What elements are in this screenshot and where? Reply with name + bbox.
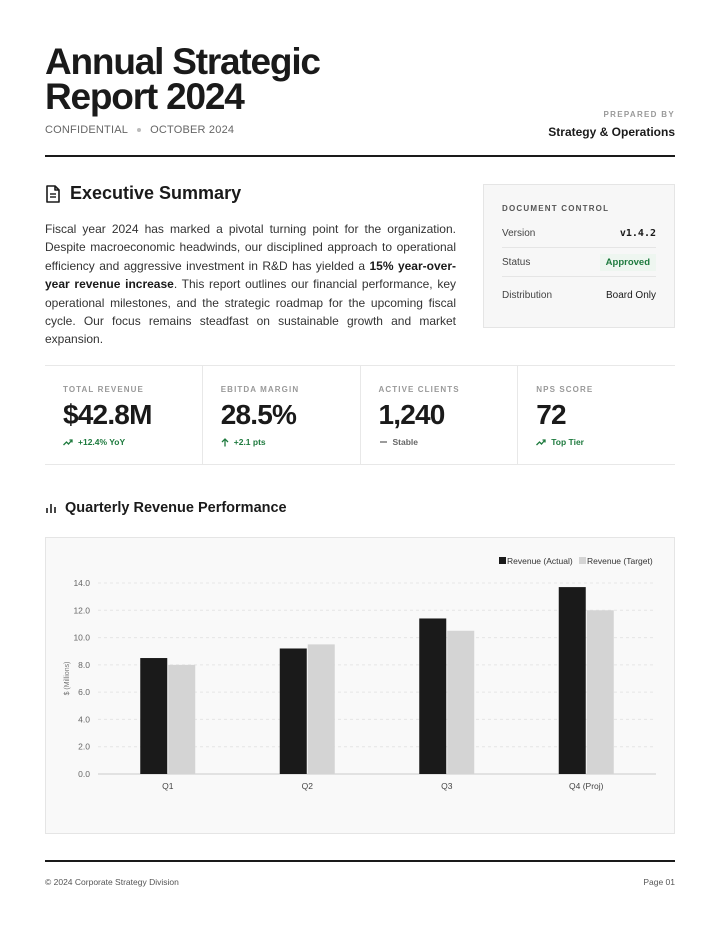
title-line-1: Annual Strategic: [45, 41, 320, 82]
bar-chart-icon: [45, 502, 57, 514]
version-row: [502, 219, 656, 248]
summary-paragraph: [45, 220, 456, 349]
y-axis-label: $ (Millions): [64, 661, 71, 696]
report-date: OCTOBER 2024: [150, 124, 235, 136]
kpi-nps-score: [518, 366, 675, 464]
document-control-panel: [483, 184, 675, 328]
x-tick-label: Q3: [441, 781, 453, 791]
legend-swatch: [579, 557, 586, 564]
report-header: [45, 41, 675, 157]
kpi-label: ACTIVE CLIENTS: [378, 385, 460, 394]
version-value: v1.4.2: [619, 227, 656, 239]
kpi-ebitda-margin: [203, 366, 361, 464]
kpi-active-clients: [361, 366, 519, 464]
kpi-delta-text: +2.1 pts: [233, 437, 266, 447]
y-tick-label: 8.0: [78, 659, 90, 670]
version-label: Version: [502, 227, 536, 239]
y-tick-label: 14.0: [73, 578, 90, 588]
x-tick-label: Q2: [301, 781, 313, 791]
kpi-value: 1,240: [378, 399, 445, 430]
dash-icon: [379, 438, 388, 446]
bar-target: [168, 665, 195, 774]
kpi-value: 28.5%: [220, 399, 297, 430]
summary-highlight: 15% year-over-year revenue increase: [45, 258, 456, 292]
footer-copyright: © 2024 Corporate Strategy Division: [45, 877, 179, 887]
chart-heading: [45, 500, 287, 516]
document-control-title: DOCUMENT CONTROL: [502, 204, 610, 213]
bar-target: [447, 631, 474, 774]
revenue-chart-svg: [46, 538, 674, 833]
classification-label: CONFIDENTIAL: [45, 124, 129, 136]
prepared-by: [548, 110, 675, 139]
legend-label: Revenue (Target): [587, 556, 653, 566]
status-badge: Approved: [600, 254, 656, 271]
kpi-delta: [221, 437, 360, 447]
bar-target: [308, 644, 335, 774]
y-tick-label: 10.0: [73, 632, 90, 643]
x-tick-label: Q1: [162, 781, 174, 791]
kpi-value: $42.8M: [63, 399, 152, 430]
prepared-by-label: PREPARED BY: [603, 110, 675, 119]
kpi-delta-text: +12.4% YoY: [78, 437, 126, 447]
y-tick-label: 2.0: [78, 741, 90, 752]
kpi-label: NPS SCORE: [536, 385, 594, 394]
meta-separator: [137, 128, 141, 132]
bar-actual: [559, 587, 586, 774]
distribution-row: [502, 277, 656, 313]
chart-title: Quarterly Revenue Performance: [65, 500, 287, 516]
distribution-label: Distribution: [502, 289, 553, 301]
kpi-total-revenue: [45, 366, 203, 464]
y-tick-label: 6.0: [78, 687, 90, 698]
page-footer: [45, 860, 675, 887]
x-tick-label: Q4 (Proj): [569, 781, 604, 791]
summary-text-2: . This report outlines our financial performance, key operational milestones, and the strategic roadmap for the upcoming fiscal cycle. Our focus remains steadfast on sustainable growth and market expansion.: [45, 277, 456, 347]
arrow-up-icon: [221, 438, 229, 447]
summary-text-1: Fiscal year 2024 has marked a pivotal turning point for the organization. Despite macroeconomic headwinds, our disciplined approach to operational efficiency and aggressive investment in R&D has yielded a: [45, 222, 456, 273]
legend-swatch: [499, 557, 506, 564]
kpi-delta-text: Stable: [392, 437, 419, 447]
bar-actual: [140, 658, 167, 774]
prepared-by-value: Strategy & Operations: [548, 125, 675, 139]
kpi-label: EBITDA MARGIN: [220, 385, 300, 394]
status-row: [502, 248, 656, 277]
y-tick-label: 4.0: [78, 714, 90, 725]
bar-actual: [419, 618, 446, 774]
y-tick-label: 12.0: [73, 605, 90, 616]
bar-actual: [280, 648, 307, 774]
executive-summary: [45, 183, 456, 349]
kpi-label: TOTAL REVENUE: [63, 385, 144, 394]
legend-label: Revenue (Actual): [507, 556, 573, 566]
report-meta: [45, 124, 234, 136]
summary-heading: [45, 183, 456, 204]
summary-title: Executive Summary: [70, 183, 242, 203]
kpi-value: 72: [536, 399, 566, 430]
revenue-chart: [45, 537, 675, 834]
kpi-delta: [63, 437, 202, 447]
kpi-delta-text: Top Tier: [551, 437, 584, 447]
title-line-2: Report 2024: [45, 76, 244, 117]
y-tick-label: 0.0: [78, 769, 90, 779]
kpi-strip: [45, 365, 675, 465]
kpi-delta: [379, 437, 518, 447]
kpi-delta: [536, 437, 675, 447]
document-icon: [45, 185, 61, 203]
distribution-value: Board Only: [605, 289, 656, 301]
status-label: Status: [502, 256, 531, 268]
trend-up-icon: [536, 438, 546, 446]
page-number: Page 01: [643, 877, 675, 887]
trend-up-icon: [63, 438, 73, 446]
bar-target: [587, 610, 614, 774]
